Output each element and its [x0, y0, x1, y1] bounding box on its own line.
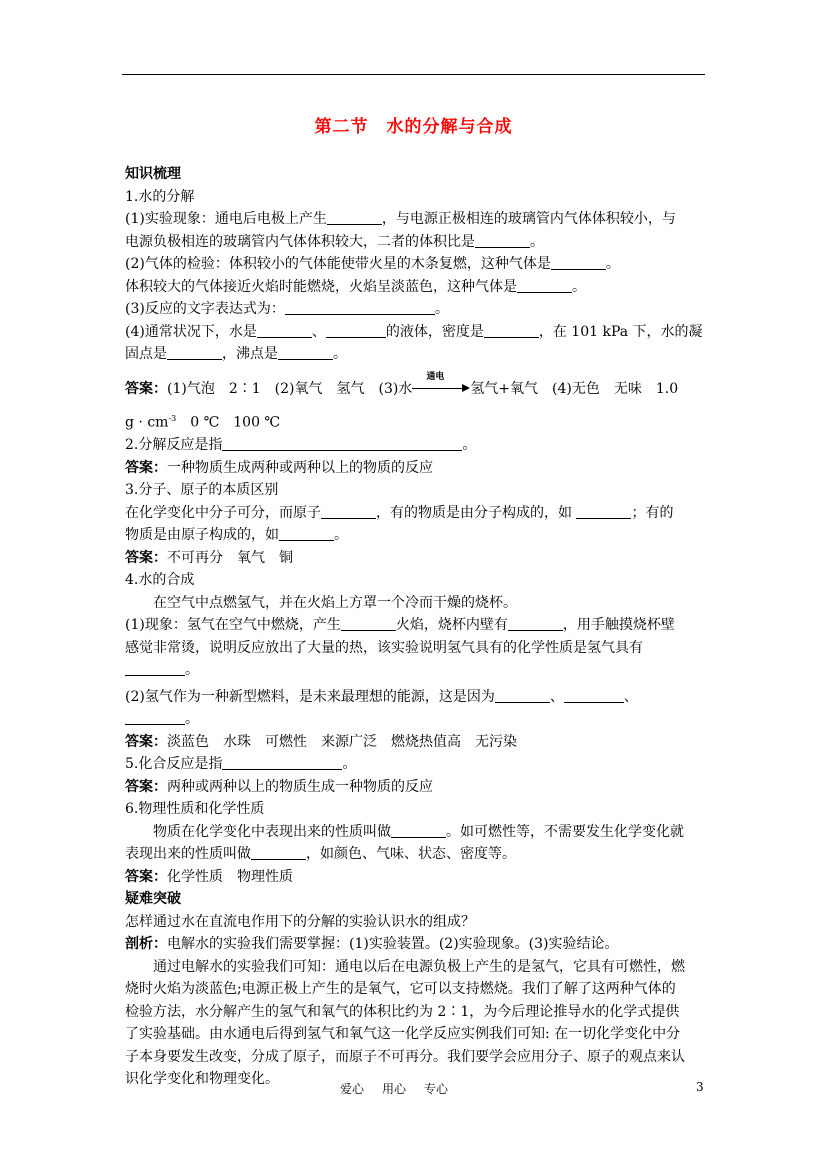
text-line: (1)现象：氢气在空气中燃烧，产生 火焰，烧杯内壁有 ，用手触摸烧杯壁 [125, 617, 675, 634]
blank-field [341, 616, 396, 631]
text-line: 表现出来的性质叫做 ，如颜色、气味、状态、密度等。 [125, 846, 516, 863]
question-text: 怎样通过水在直流电作用下的分解的实验认识水的组成？ [125, 913, 475, 930]
analysis-line: 剖析：电解水的实验我们需要掌握：(1)实验装置。(2)实验现象。(3)实验结论。 [125, 936, 619, 953]
answer-line: 答案：化学性质 物理性质 [125, 868, 293, 885]
blank-field [278, 345, 333, 360]
text-line: (4)通常状况下，水是 、 的液体，密度是 ，在 101 kPa 下，水的凝 [125, 323, 703, 340]
topic-title: 4.水的合成 [125, 572, 195, 589]
text-line: (2)气体的检验：体积较小的气体能使带火星的木条复燃，这种气体是 。 [125, 256, 620, 272]
blank-field [475, 233, 530, 248]
blank-field [326, 323, 386, 338]
text-line: (2)氢气作为一种新型燃料，是未来最理想的能源，这是因为 、 、 [125, 688, 638, 705]
footer-motto: 爱心 用心 专心 [340, 1082, 449, 1096]
answer-line: 答案：两种或两种以上的物质生成一种物质的反应 [125, 778, 433, 795]
blank-field [495, 688, 550, 703]
section-heading: 疑难突破 [125, 891, 181, 908]
blank-field [327, 210, 382, 225]
text-line: 固点是 ，沸点是 。 [125, 346, 347, 362]
page-number: 3 [696, 1080, 704, 1094]
text-line: 。 [125, 708, 709, 731]
text-line: 识化学变化和物理变化。 [125, 1071, 279, 1088]
text-line: (3)反应的文字表达式为： 。 [125, 301, 449, 317]
text-line: 物质是由原子构成的，如 。 [125, 527, 348, 544]
header-rule [122, 74, 705, 75]
blank-field [508, 616, 563, 631]
document-body [125, 163, 709, 1091]
blank-field [222, 436, 462, 451]
text-line: 烧时火焰为淡蓝色;电源正极上产生的是氧气，它可以支持燃烧。我们了解了这两种气体的 [125, 981, 676, 998]
answer-line: 答案：不可再分 氧气 铜 [125, 549, 293, 566]
section-heading: 知识梳理 [125, 166, 181, 182]
blank-field [564, 688, 624, 703]
text-line: 子本身要发生改变，分成了原子，而原子不可再分。我们要学会应用分子、原子的观点来认 [125, 1048, 685, 1065]
topic-title: 1.水的分解 [125, 188, 195, 205]
text-line: 。 [125, 659, 709, 682]
blank-field [517, 278, 572, 293]
answer-line: 答案：淡蓝色 水珠 可燃性 来源广泛 燃烧热值高 无污染 [125, 733, 517, 750]
blank-field [551, 255, 606, 270]
answer-line: 答案：一种物质生成两种或两种以上的物质的反应 [125, 459, 433, 476]
blank-field [279, 526, 334, 541]
answer-label: 答案： [125, 380, 167, 397]
page-title: 第二节 水的分解与合成 [314, 117, 513, 137]
text-line: 感觉非常烫，说明反应放出了大量的热，该实验说明氢气具有的化学性质是氢气具有 [125, 639, 643, 656]
blank-field [576, 504, 631, 519]
answer-line: 答案：(1)气泡 2∶1 (2)氧气 氢气 (3)水 通电 氢气+氧气 (4)无色 无味 1.0 [125, 371, 679, 397]
topic-title: 6.物理性质和化学性质 [125, 801, 265, 818]
blank-field [257, 323, 312, 338]
text-line: 在空气中点燃氢气，并在火焰上方罩一个冷而干燥的烧杯。 [153, 594, 517, 611]
topic-title: 2.分解反应是指 。 [125, 437, 477, 454]
text-line: 电源负极相连的玻璃管内气体体积较大，二者的体积比是 。 [125, 233, 544, 250]
blank-field [391, 823, 446, 838]
blank-field [125, 710, 185, 725]
answer-line: $g \cdot cm^{-3}$ 0 ℃ 100 ℃ [125, 414, 281, 431]
topic-title: 5.化合反应是指 。 [125, 756, 357, 773]
blank-field [167, 345, 222, 360]
text-line: 检验方法，水分解产生的氢气和氧气的体积比约为 2∶1，为今后理论推导水的化学式提供 [125, 1003, 680, 1020]
text-line: 了实验基础。由水通电后得到氢气和氧气这一化学反应实例我们可知: 在一切化学变化中分 [125, 1026, 681, 1043]
blank-field [484, 323, 539, 338]
topic-title: 3.分子、原子的本质区别 [125, 482, 279, 499]
text-line: 物质在化学变化中表现出来的性质叫做 。如可燃性等，不需要发生化学变化就 [153, 823, 684, 840]
reaction-arrow-icon: 通电 [412, 381, 470, 395]
text-line: 体积较大的气体接近火焰时能燃烧，火焰呈淡蓝色，这种气体是 。 [125, 278, 586, 295]
blank-field [125, 661, 185, 676]
blank-field [222, 755, 342, 770]
blank-field [285, 300, 435, 315]
text-line: 通过电解水的实验我们可知：通电以后在电源负极上产生的是氢气，它具有可燃性，燃 [153, 958, 685, 975]
blank-field [251, 845, 306, 860]
text-line: (1)实验现象：通电后电极上产生 ，与电源正极相连的玻璃管内气体体积较小，与 [125, 211, 676, 227]
text-line: 在化学变化中分子可分，而原子 ，有的物质是由分子构成的，如 ；有的 [125, 504, 674, 521]
blank-field [321, 504, 376, 519]
